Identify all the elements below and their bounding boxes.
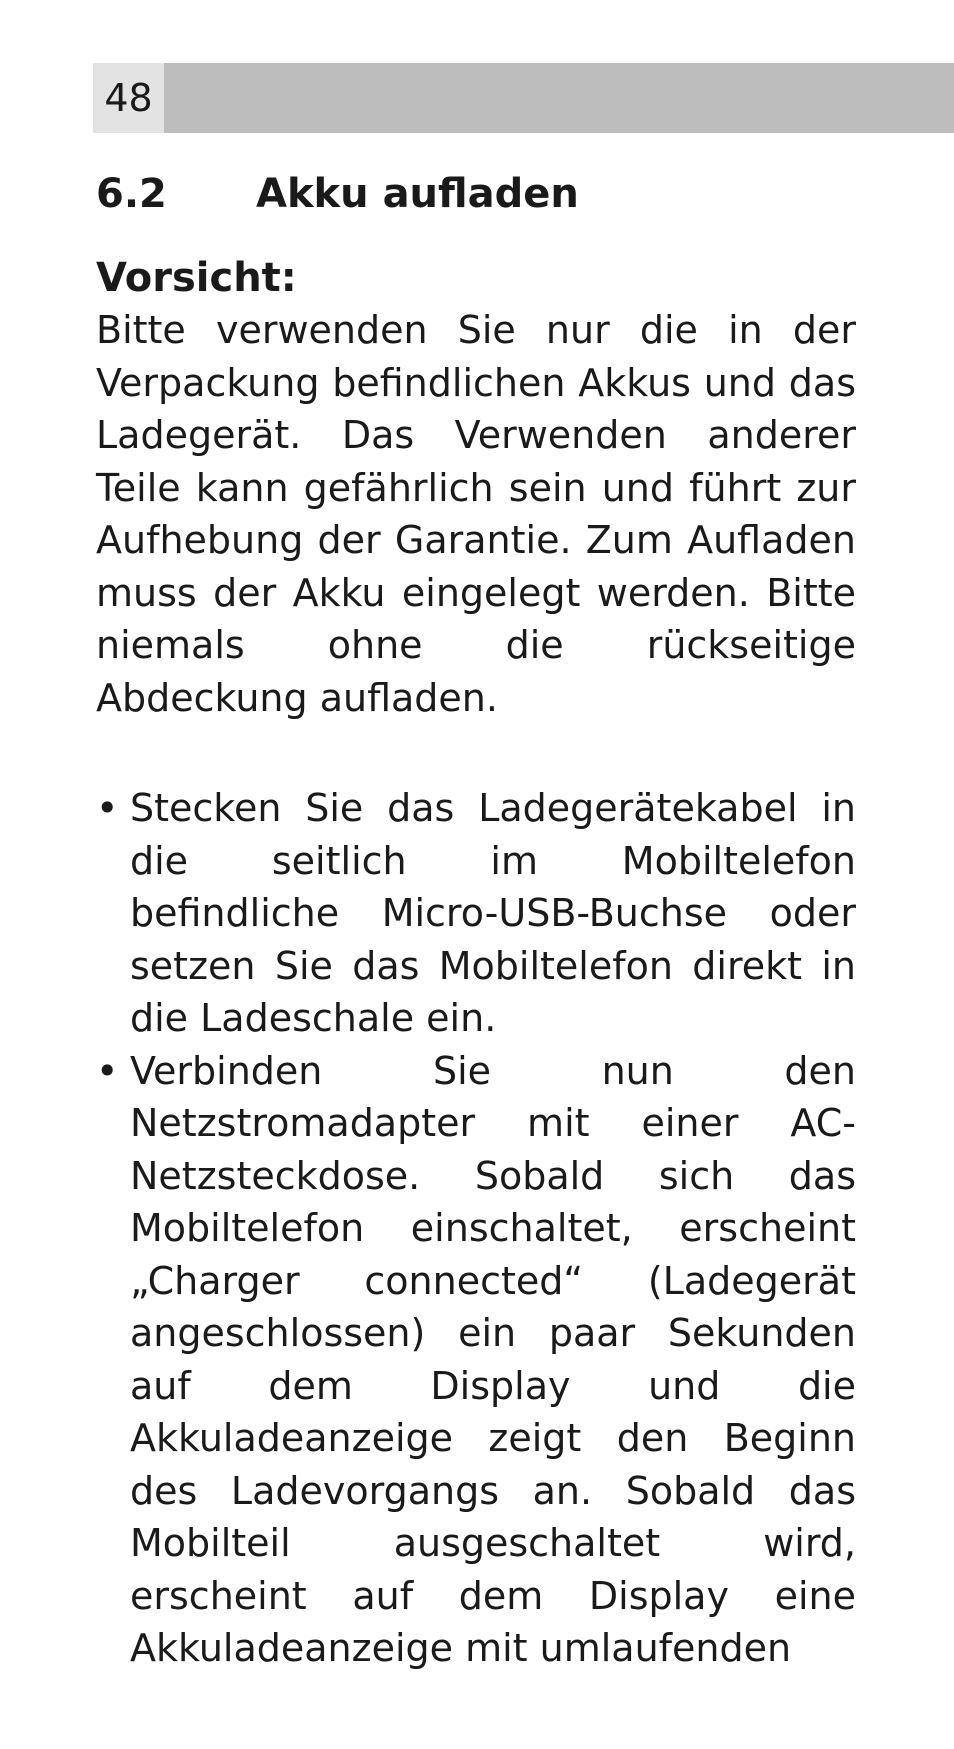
caution-text: Bitte verwenden Sie nur die in der Verpackung befindlichen Akkus und das Ladegerät. Das Verwenden anderer Teile kann gefährlich sein und führt zur Aufhebung der Garantie. Zum Aufladen muss der Akku eingelegt werden. Bitte niemals ohne die rückseitige Abdeckung aufladen. <box>96 308 856 720</box>
bullet-marker: • <box>96 786 119 830</box>
page-header-bar <box>93 63 954 133</box>
section-number: 6.2 <box>96 171 167 217</box>
instruction-list <box>96 782 856 1675</box>
page-number: 48 <box>93 63 164 133</box>
list-item-text: Stecken Sie das Ladegerätekabel in die seitlich im Mobiltelefon befindliche Micro-USB-Buchse oder setzen Sie das Mobiltelefon direkt in die Ladeschale ein. <box>130 786 856 1040</box>
list-item-text: Verbinden Sie nun den Netzstromadapter mit einer AC-Netzsteckdose. Sobald sich das Mobiltelefon einschaltet, erscheint „Charger connected“ (Ladegerät angeschlossen) ein paar Sekunden auf dem Display und die Akkuladeanzeige zeigt den Beginn des Ladevorgangs an. Sobald das Mobilteil ausgeschaltet wird, erscheint auf dem Display eine Akkuladeanzeige mit umlaufenden <box>130 1048 856 1670</box>
section-heading <box>96 166 856 222</box>
list-item <box>96 1045 856 1675</box>
list-item <box>96 782 856 1045</box>
bullet-marker: • <box>96 1048 119 1093</box>
section-title: Akku aufladen <box>256 171 579 217</box>
caution-label: Vorsicht: <box>96 255 297 301</box>
page-content <box>96 166 856 1675</box>
